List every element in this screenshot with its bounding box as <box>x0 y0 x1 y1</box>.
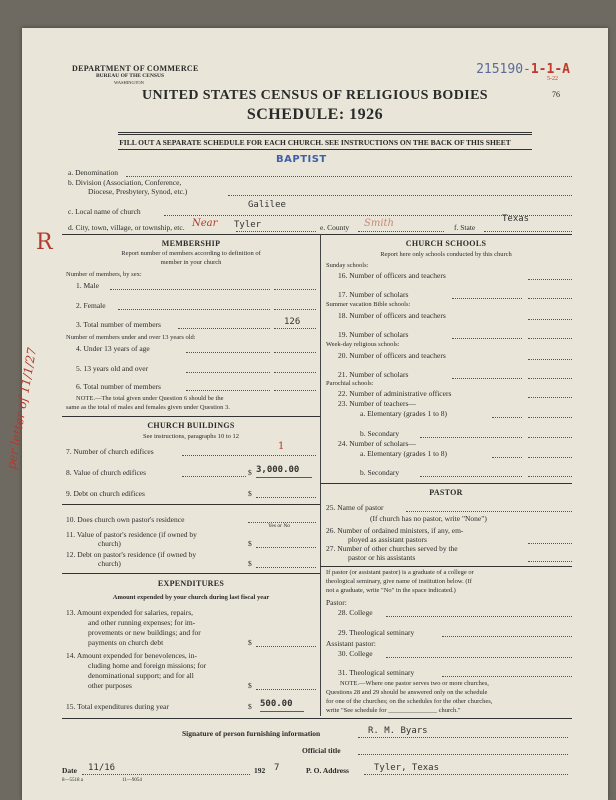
q4-field[interactable] <box>274 352 316 353</box>
q17-field[interactable] <box>528 298 572 299</box>
county-label: e. County <box>320 223 350 232</box>
q21-dots <box>452 378 522 379</box>
serial-number-main: 215190- <box>476 62 531 77</box>
q29-field[interactable] <box>442 636 572 637</box>
q30-field[interactable] <box>386 657 572 658</box>
q19-field[interactable] <box>528 338 572 339</box>
q22-field[interactable] <box>528 397 572 398</box>
instructions-line: FILL OUT A SEPARATE SCHEDULE FOR EACH CHURCH. SEE INSTRUCTIONS ON THE BACK OF THIS SHEET <box>119 138 511 147</box>
q27-label: 27. Number of other churches served by the <box>326 544 458 553</box>
schools-intro: Report here only schools conducted by this church <box>380 251 512 258</box>
graduate-note-2: theological seminary, give name of institution below. (If <box>326 578 472 585</box>
q26-label: 26. Number of ordained ministers, if any, em- <box>326 526 464 535</box>
q25-field[interactable] <box>406 511 572 512</box>
q30-label: 30. College <box>338 649 373 658</box>
buildings-intro: See instructions, paragraphs 10 to 12 <box>142 433 240 440</box>
q19-dots <box>452 338 522 339</box>
expenditures-intro: Amount expended by your church during last fiscal year <box>112 594 270 601</box>
q12-field[interactable] <box>256 567 316 568</box>
city-field[interactable] <box>236 231 316 232</box>
q18-label: 18. Number of officers and teachers <box>338 311 446 320</box>
q15-value: 500.00 <box>260 699 293 709</box>
q5-dots <box>186 372 270 373</box>
buildings-heading: CHURCH BUILDINGS <box>147 421 235 430</box>
q7-label: 7. Number of church edifices <box>66 447 154 456</box>
denomination-label: a. Denomination <box>68 168 118 177</box>
membership-intro: Report number of members according to definition of <box>121 250 261 257</box>
q14-label-2: cluding home and foreign missions; for <box>88 661 207 670</box>
q22-label: 22. Number of administrative officers <box>338 389 452 398</box>
q11-label-2: church) <box>98 539 121 548</box>
serial-number <box>476 62 570 77</box>
q31-field[interactable] <box>442 676 572 677</box>
form-subtitle: SCHEDULE: 1926 <box>246 106 384 123</box>
instructions-rule <box>118 149 532 150</box>
q23a-dots <box>492 417 522 418</box>
q10-label: 10. Does church own pastor's residence <box>66 515 185 524</box>
q13-label-3: provements or new buildings; and for <box>88 628 201 637</box>
q13-label-4: payments on church debt <box>88 638 164 647</box>
division-label: b. Division (Association, Conference, <box>68 178 182 187</box>
q13-label: 13. Amount expended for salaries, repairs, <box>66 608 194 617</box>
q4-dots <box>186 352 270 353</box>
signature-value: R. M. Byars <box>368 726 428 736</box>
q12-dollar: $ <box>248 559 252 568</box>
q6-field[interactable] <box>274 390 316 391</box>
q24b-label: b. Secondary <box>360 468 400 477</box>
q24a-field[interactable] <box>528 457 572 458</box>
q23a-field[interactable] <box>528 417 572 418</box>
q13-field[interactable] <box>256 646 316 647</box>
department-name: DEPARTMENT OF COMMERCE <box>72 64 199 73</box>
bureau-name: BUREAU OF THE CENSUS <box>96 73 165 79</box>
q8-value: 3,000.00 <box>256 465 300 475</box>
census-schedule-sheet <box>4 28 608 800</box>
q13-label-2: and other running expenses; for im- <box>88 618 196 627</box>
form-title: UNITED STATES CENSUS OF RELIGIOUS BODIES <box>141 88 488 103</box>
q14-label-3: denominational support; and for all <box>88 671 194 680</box>
pastor-subheading: Pastor: <box>326 598 347 607</box>
q3-total-value: 126 <box>284 317 301 327</box>
grid-bottom-rule <box>62 718 572 719</box>
q17-dots <box>452 298 522 299</box>
po-address-field[interactable] <box>364 774 568 775</box>
q4-label: 4. Under 13 years of age <box>76 344 150 353</box>
margin-side-note: per letter of 11/1/27 <box>4 346 40 471</box>
q5-label: 5. 13 years old and over <box>76 364 149 373</box>
q27-field[interactable] <box>528 561 572 562</box>
pastor-heading: PASTOR <box>429 488 463 497</box>
q20-label: 20. Number of officers and teachers <box>338 351 446 360</box>
expenditures-heading: EXPENDITURES <box>157 579 225 588</box>
q8-dollar: $ <box>248 468 252 477</box>
serial-sub: 5-22 <box>547 76 558 82</box>
yes-no-hint: Yes or No <box>268 523 291 529</box>
q23b-field[interactable] <box>528 437 572 438</box>
q19-label: 19. Number of scholars <box>338 330 409 339</box>
q13-dollar: $ <box>248 638 252 647</box>
age-intro: Number of members under and over 13 years old: <box>66 334 196 341</box>
q3-dots <box>178 328 270 329</box>
q18-field[interactable] <box>528 319 572 320</box>
county-field[interactable] <box>358 231 444 232</box>
q24b-field[interactable] <box>528 476 572 477</box>
division-field[interactable] <box>228 195 572 196</box>
title-rule <box>118 132 532 133</box>
q21-label: 21. Number of scholars <box>338 370 409 379</box>
q1-male-field[interactable] <box>274 289 316 290</box>
q31-label: 31. Theological seminary <box>338 668 415 677</box>
form-number: 8—5518 a <box>62 778 83 783</box>
pastor-note-4: write "See schedule for _______________ church." <box>326 707 461 714</box>
q20-field[interactable] <box>528 359 572 360</box>
q1-male-label: 1. Male <box>76 281 99 290</box>
city-value: Tyler <box>234 220 262 230</box>
pastor-note: NOTE.—Where one pastor serves two or more churches, <box>340 680 489 687</box>
q15-underline <box>260 711 304 712</box>
sunday-schools-label: Sunday schools: <box>326 262 369 269</box>
division-label-2: Diocese, Presbytery, Synod, etc.) <box>88 187 188 196</box>
q14-field[interactable] <box>256 689 316 690</box>
q5-field[interactable] <box>274 372 316 373</box>
q23a-label: a. Elementary (grades 1 to 8) <box>360 409 448 418</box>
handwritten-county: Smith <box>364 218 394 229</box>
date-label: Date <box>62 766 77 775</box>
q2-female-field[interactable] <box>274 309 316 310</box>
q21-field[interactable] <box>528 378 572 379</box>
q27-label-2: pastor or his assistants <box>348 553 416 562</box>
q2-dots <box>118 309 270 310</box>
q12-label-2: church) <box>98 559 121 568</box>
official-title-field[interactable] <box>358 754 568 755</box>
q25-label: 25. Name of pastor <box>326 503 384 512</box>
q24a-label: a. Elementary (grades 1 to 8) <box>360 449 448 458</box>
q23-label: 23. Number of teachers— <box>338 399 416 408</box>
year-prefix: 192 <box>254 766 266 775</box>
pastor-mid-rule <box>320 566 572 567</box>
q12-label: 12. Debt on pastor's residence (if owned by <box>66 550 197 559</box>
q23b-label: b. Secondary <box>360 429 400 438</box>
q9-field[interactable] <box>256 497 316 498</box>
date-value: 11/16 <box>88 763 116 773</box>
q1-dots <box>110 289 270 290</box>
q8-underline <box>256 477 312 478</box>
summer-schools-label: Summer vacation Bible schools: <box>326 301 411 308</box>
city-label: d. City, town, village, or township, etc. <box>68 223 185 232</box>
denomination-field[interactable] <box>126 176 572 177</box>
q11-field[interactable] <box>256 547 316 548</box>
margin-letter-r: R <box>36 230 53 255</box>
graduate-note-3: not a graduate, write "No" in the space indicated.) <box>326 587 456 594</box>
buildings-mid-rule <box>62 504 320 505</box>
schools-bottom-rule <box>320 483 572 484</box>
state-field[interactable] <box>484 231 572 232</box>
q16-field[interactable] <box>528 279 572 280</box>
date-field[interactable] <box>82 774 250 775</box>
q25-note: (If church has no pastor, write "None") <box>370 514 487 523</box>
q24-label: 24. Number of scholars— <box>338 439 416 448</box>
q9-label: 9. Debt on church edifices <box>66 489 145 498</box>
q8-label: 8. Value of church edifices <box>66 468 147 477</box>
corner-number: 76 <box>552 90 560 99</box>
q14-label: 14. Amount expended for benevolences, in- <box>66 651 198 660</box>
q14-dollar: $ <box>248 681 252 690</box>
print-code: 11—9054 <box>122 778 142 783</box>
q24a-dots <box>492 457 522 458</box>
membership-intro-2: member in your church <box>160 259 222 266</box>
pastor-note-2: Questions 28 and 29 should be answered only on the schedule <box>326 689 488 696</box>
q17-label: 17. Number of scholars <box>338 290 409 299</box>
po-address-label: P. O. Address <box>306 766 349 775</box>
official-title-label: Official title <box>302 746 341 755</box>
q29-label: 29. Theological seminary <box>338 628 415 637</box>
q28-field[interactable] <box>386 616 572 617</box>
q26-field[interactable] <box>528 543 572 544</box>
buildings-bottom-rule <box>62 573 320 574</box>
members-by-sex: Number of members, by sex: <box>66 271 142 278</box>
schools-heading: CHURCH SCHOOLS <box>405 239 487 248</box>
q11-dollar: $ <box>248 539 252 548</box>
q26-label-2: ployed as assistant pastors <box>348 535 427 544</box>
q9-dollar: $ <box>248 489 252 498</box>
membership-note-2: same as the total of males and females given under Question 3. <box>66 404 230 411</box>
q7-field[interactable] <box>182 455 316 456</box>
membership-bottom-rule <box>62 416 320 417</box>
q16-label: 16. Number of officers and teachers <box>338 271 446 280</box>
serial-number-suffix: 1-1-A <box>530 62 570 77</box>
membership-note: NOTE.—The total given under Question 6 should be the <box>76 395 224 402</box>
year-digit: 7 <box>274 763 280 773</box>
title-rule-2 <box>118 134 532 135</box>
church-name-value: Galilee <box>248 200 286 210</box>
q6-label: 6. Total number of members <box>76 382 161 391</box>
bureau-city: WASHINGTON <box>114 80 144 85</box>
q3-total-label: 3. Total number of members <box>76 320 161 329</box>
q28-label: 28. College <box>338 608 373 617</box>
q15-dollar: $ <box>248 702 252 711</box>
q23b-dots <box>420 437 522 438</box>
grid-top-rule <box>62 234 572 235</box>
q2-female-label: 2. Female <box>76 301 106 310</box>
denomination-stamp: BAPTIST <box>276 154 327 165</box>
weekday-schools-label: Week-day religious schools: <box>326 341 400 348</box>
membership-heading: MEMBERSHIP <box>161 239 221 248</box>
handwritten-near: Near <box>192 218 218 229</box>
q7-value: 1 <box>278 441 285 452</box>
pastor-note-3: for one of the churches; on the schedules for the other churches, <box>326 698 493 705</box>
state-label: f. State <box>454 223 476 232</box>
signature-field[interactable] <box>358 737 568 738</box>
state-value: Texas <box>502 214 530 224</box>
parochial-schools-label: Parochial schools: <box>326 380 374 387</box>
q15-label: 15. Total expenditures during year <box>66 702 169 711</box>
q8-field[interactable] <box>182 476 246 477</box>
church-name-label: c. Local name of church <box>68 207 141 216</box>
column-divider <box>320 234 321 716</box>
q24b-dots <box>420 476 522 477</box>
po-address-value: Tyler, Texas <box>374 763 440 773</box>
assistant-subheading: Assistant pastor: <box>326 639 376 648</box>
q6-dots <box>186 390 270 391</box>
signature-label: Signature of person furnishing information <box>182 729 321 738</box>
graduate-note: If pastor (or assistant pastor) is a graduate of a college or <box>326 569 474 576</box>
q11-label: 11. Value of pastor's residence (if owned by <box>66 530 197 539</box>
q3-total-field[interactable] <box>274 328 316 329</box>
q14-label-4: other purposes <box>88 681 132 690</box>
